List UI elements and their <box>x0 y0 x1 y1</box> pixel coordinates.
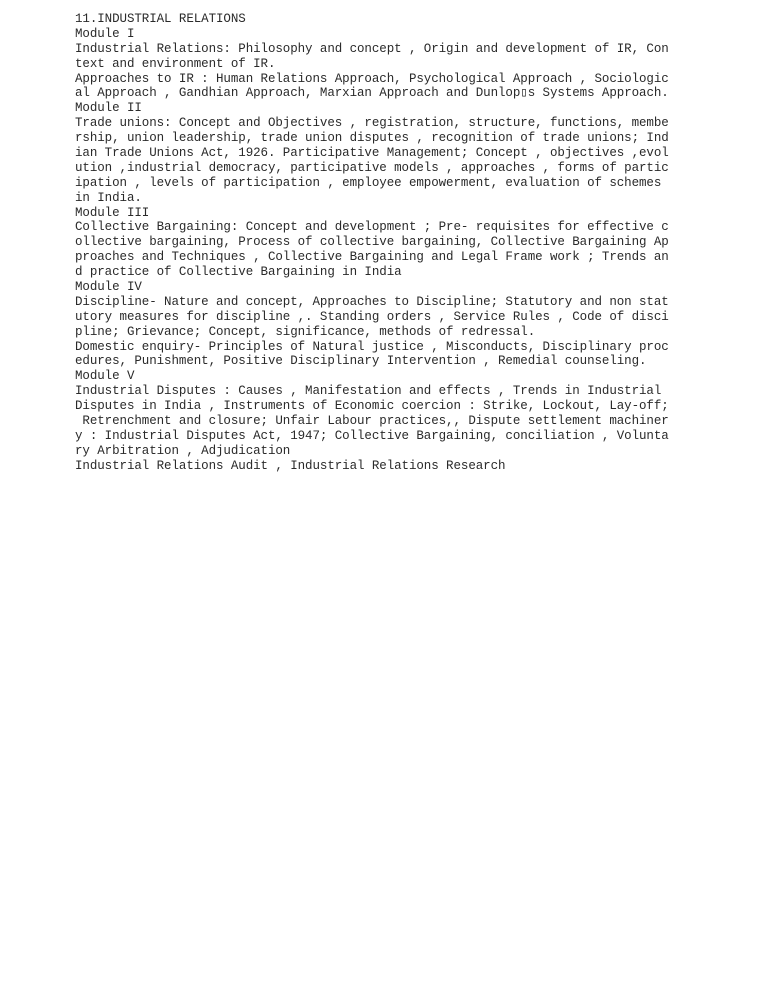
text-line: Collective Bargaining: Concept and development ; Pre- requisites for effective c <box>75 220 669 235</box>
text-line: y : Industrial Disputes Act, 1947; Collective Bargaining, conciliation , Volunta <box>75 428 669 443</box>
text-line: proaches and Techniques , Collective Bargaining and Legal Frame work ; Trends an <box>75 250 669 265</box>
document-title: 11.INDUSTRIAL RELATIONS <box>75 12 246 26</box>
text-line: Industrial Relations Audit , Industrial Relations Research <box>75 458 506 473</box>
document-body <box>75 12 675 474</box>
module-heading: Module II <box>75 101 142 116</box>
text-line: Approaches to IR : Human Relations Approach, Psychological Approach , Sociologic <box>75 71 669 86</box>
text-line: text and environment of IR. <box>75 56 276 71</box>
text-line: ian Trade Unions Act, 1926. Participative Management; Concept , objectives ,evol <box>75 146 669 161</box>
text-line: ipation , levels of participation , employee empowerment, evaluation of schemes <box>75 175 662 190</box>
text-line: Trade unions: Concept and Objectives , registration, structure, functions, membe <box>75 116 669 131</box>
text-line: edures, Punishment, Positive Disciplinary Intervention , Remedial counseling. <box>75 354 647 369</box>
module-heading: Module I <box>75 26 135 41</box>
text-line: ution ,industrial democracy, participative models , approaches , forms of partic <box>75 160 669 175</box>
text-line: Retrenchment and closure; Unfair Labour practices,, Dispute settlement machiner <box>75 414 669 429</box>
text-line: ollective bargaining, Process of collective bargaining, Collective Bargaining Ap <box>75 235 669 250</box>
module-heading: Module IV <box>75 280 142 295</box>
text-line: Discipline- Nature and concept, Approaches to Discipline; Statutory and non stat <box>75 294 669 309</box>
text-line: rship, union leadership, trade union disputes , recognition of trade unions; Ind <box>75 131 669 146</box>
text-line: al Approach , Gandhian Approach, Marxian Approach and Dunlop▯s Systems Approach. <box>75 86 669 101</box>
text-line: Domestic enquiry- Principles of Natural justice , Misconducts, Disciplinary proc <box>75 339 669 354</box>
text-line: pline; Grievance; Concept, significance, methods of redressal. <box>75 324 536 339</box>
text-line: Industrial Relations: Philosophy and concept , Origin and development of IR, Con <box>75 41 669 56</box>
text-line: d practice of Collective Bargaining in India <box>75 265 402 280</box>
module-heading: Module V <box>75 369 135 384</box>
text-line: Disputes in India , Instruments of Economic coercion : Strike, Lockout, Lay-off; <box>75 399 669 414</box>
text-line: in India. <box>75 190 142 205</box>
text-line: Industrial Disputes : Causes , Manifestation and effects , Trends in Industrial <box>75 384 662 399</box>
text-line: utory measures for discipline ,. Standing orders , Service Rules , Code of disci <box>75 309 669 324</box>
text-line: ry Arbitration , Adjudication <box>75 443 291 458</box>
module-heading: Module III <box>75 205 150 220</box>
